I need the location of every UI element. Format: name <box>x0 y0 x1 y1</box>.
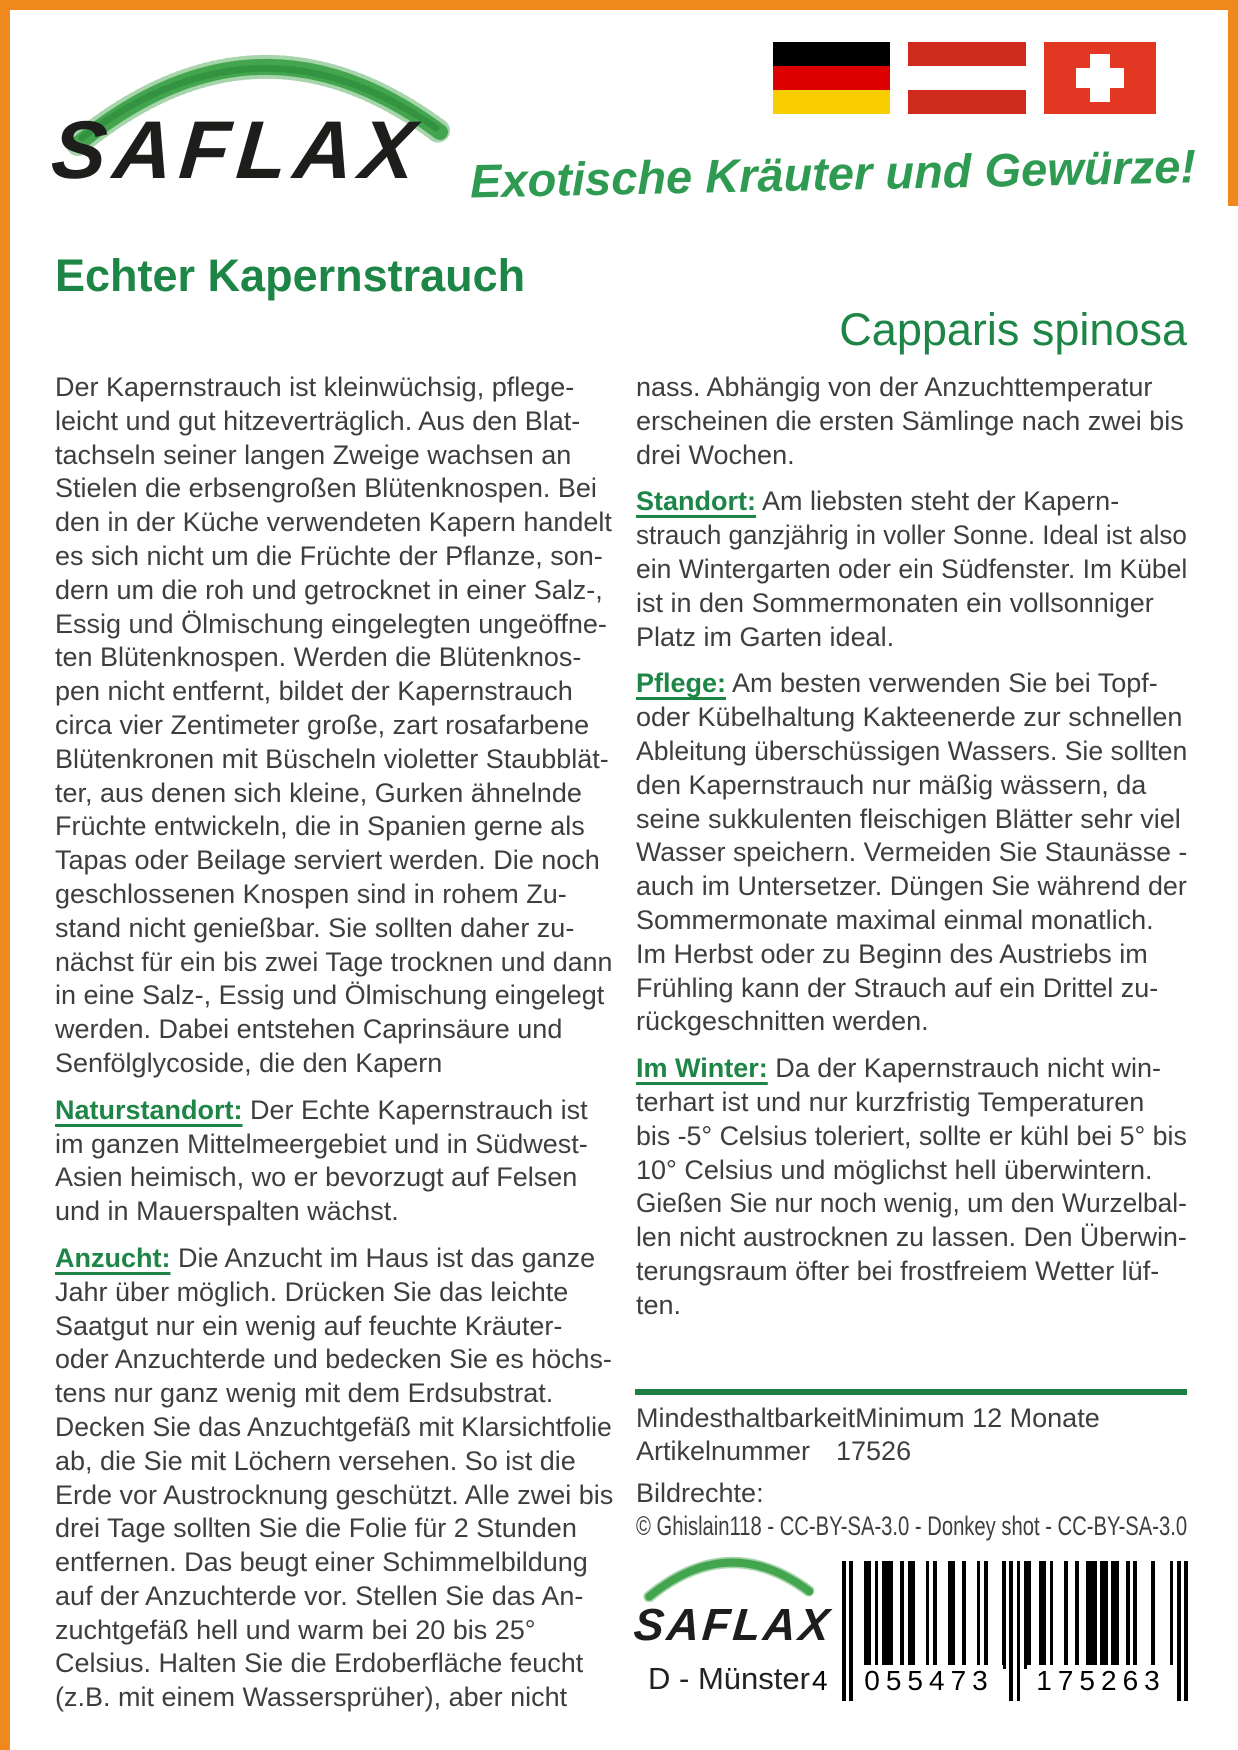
text-line: im ganzen Mittelmeergebiet und in Südwest- <box>55 1128 588 1159</box>
text-line: Stielen die erbsengroßen Blütenknospen. Bei <box>55 473 597 504</box>
text-line: oder Anzuchterde und bedecken Sie es höchs- <box>55 1344 612 1375</box>
text-line: Tapas oder Beilage serviert werden. Die noch <box>55 845 600 876</box>
text-line: bis -5° Celsius toleriert, sollte er kühl bei 5° bis <box>636 1120 1187 1151</box>
country-flags <box>773 42 1156 114</box>
text-line: Frühling kann der Strauch auf ein Drittel zu- <box>636 972 1159 1003</box>
text-line: oder Kübelhaltung Kakteenerde zur schnellen <box>636 702 1183 733</box>
text-line: Blütenkronen mit Büscheln violetter Staubblät- <box>55 743 609 774</box>
text-line: stand nicht genießbar. Sie sollten daher zu- <box>55 912 575 943</box>
barcode-digits-group2: 175263 <box>1027 1665 1175 1697</box>
text-line: Im Herbst oder zu Beginn des Austriebs im <box>636 938 1148 969</box>
text-line: den Kapernstrauch nur mäßig wässern, da <box>636 769 1147 800</box>
text-line: entfernen. Das beugt einer Schimmelbildung <box>55 1547 588 1578</box>
text-line: Im Winter: Da der Kapernstrauch nicht win- <box>636 1053 1161 1084</box>
origin-text: D - Münster <box>648 1661 810 1696</box>
ean-barcode <box>812 1561 1188 1709</box>
article-number-label: Artikelnummer <box>636 1436 811 1466</box>
text-line: len nicht austrocknen zu lassen. Den Überwin- <box>636 1222 1187 1253</box>
text-line: Naturstandort: Der Echte Kapernstrauch ist <box>55 1094 588 1125</box>
text-line: Decken Sie das Anzuchtgefäß mit Klarsichtfolie <box>55 1411 612 1442</box>
text-line: Essig und Ölmischung eingelegten ungeöffne- <box>55 608 607 639</box>
text-line: Sommermonate maximal einmal monatlich. <box>636 904 1154 935</box>
text-line: tachseln seiner langen Zweige wachsen an <box>55 439 572 470</box>
barcode-digit-lead: 4 <box>812 1665 832 1697</box>
text-line: pen nicht entfernt, bildet der Kapernstrauch <box>55 676 573 707</box>
text-line: Erde vor Austrocknung geschützt. Alle zwei bis <box>55 1479 614 1510</box>
text-line: erscheinen die ersten Sämlinge nach zwei bis <box>636 405 1184 436</box>
text-line: werden. Dabei entstehen Caprinsäure und <box>55 1014 563 1045</box>
text-line: Anzucht: Die Anzucht im Haus ist das ganze <box>55 1242 596 1273</box>
image-rights-label: Bildrechte: <box>636 1478 764 1508</box>
text-line: Jahr über möglich. Drücken Sie das leichte <box>55 1276 569 1307</box>
text-line: Celsius. Halten Sie die Erdoberfläche feucht <box>55 1648 584 1679</box>
text-line: nass. Abhängig von der Anzuchttemperatur <box>636 372 1153 402</box>
text-line: ten Blütenknospen. Werden die Blütenknos- <box>55 642 582 673</box>
text-line: terhart ist und nur kurzfristig Temperaturen <box>636 1086 1145 1117</box>
text-line: Pflege: Am besten verwenden Sie bei Topf- <box>636 668 1158 699</box>
text-line: Der Kapernstrauch ist kleinwüchsig, pflege- <box>55 372 575 402</box>
text-line: ein Wintergarten oder ein Südfenster. Im Kübel <box>636 553 1188 584</box>
packet-border-right <box>1228 0 1238 206</box>
text-line: 10° Celsius und möglichst hell überwintern. <box>636 1154 1153 1185</box>
text-line: drei Tage sollten Sie die Folie für 2 Stunden <box>55 1513 577 1544</box>
text-line: auf der Anzuchterde vor. Stellen Sie das An- <box>55 1580 584 1611</box>
brand-logo-text: SAFLAX <box>48 105 427 196</box>
text-line: circa vier Zentimeter große, zart rosafarbene <box>55 709 590 740</box>
text-line: ist in den Sommermonaten ein vollsonniger <box>636 587 1154 618</box>
plant-title: Echter Kapernstrauch <box>55 250 526 301</box>
section-heading: Anzucht: <box>55 1242 171 1273</box>
text-line: ten. <box>636 1289 682 1320</box>
text-line: Senfölglycoside, die den Kapern <box>55 1047 443 1078</box>
text-line: es sich nicht um die Früchte der Pflanze, son- <box>55 540 603 571</box>
image-rights <box>636 1477 1187 1543</box>
text-line: tens nur ganz wenig mit dem Erdsubstrat. <box>55 1378 554 1409</box>
text-line: zuchtgefäß hell und warm bei 20 bis 25° <box>55 1614 536 1645</box>
left-text-column <box>55 371 612 1728</box>
article-number-row <box>636 1435 1187 1468</box>
product-info <box>636 1402 1187 1543</box>
austria-flag <box>908 42 1026 114</box>
barcode-digits-group1: 055473 <box>855 1665 1003 1697</box>
text-line: Ableitung überschüssigen Wassers. Sie sollten <box>636 735 1188 766</box>
text-line: nächst für ein bis zwei Tage trocknen und dann <box>55 946 613 977</box>
text-line: terungsraum öfter bei frostfreiem Wetter lüf- <box>636 1255 1160 1286</box>
text-line: (z.B. mit einem Wassersprüher), aber nicht <box>55 1682 568 1713</box>
packet-border-left <box>0 0 10 1750</box>
text-line: in eine Salz-, Essig und Ölmischung eingelegt <box>55 980 605 1011</box>
paragraph <box>636 667 1187 1039</box>
paragraph <box>55 1242 612 1715</box>
section-heading: Naturstandort: <box>55 1094 243 1125</box>
text-line: ter, aus denen sich kleine, Gurken ähnelnde <box>55 777 582 808</box>
text-line: strauch ganzjährig in voller Sonne. Ideal ist also <box>636 520 1187 551</box>
text-line: Asien heimisch, wo er bevorzugt auf Felsen <box>55 1162 578 1193</box>
text-line: Wasser speichern. Vermeiden Sie Staunässe - <box>636 837 1188 868</box>
shelf-life-row <box>636 1402 1187 1435</box>
article-number-value: 17526 <box>836 1436 912 1466</box>
text-line: auch im Untersetzer. Düngen Sie während der <box>636 871 1187 902</box>
section-heading: Standort: <box>636 486 756 517</box>
germany-flag <box>773 42 890 114</box>
brand-arc-icon <box>643 1548 815 1602</box>
text-line: ab, die Sie mit Löchern versehen. So ist die <box>55 1445 576 1476</box>
text-line: leicht und gut hitzeverträglich. Aus den Blat- <box>55 405 581 436</box>
paragraph <box>636 371 1187 472</box>
section-heading: Pflege: <box>636 668 727 699</box>
paragraph <box>636 1052 1187 1322</box>
text-line: und in Mauerspalten wächst. <box>55 1196 399 1227</box>
text-line: drei Wochen. <box>636 439 795 470</box>
text-line: Platz im Garten ideal. <box>636 621 895 652</box>
text-line: Standort: Am liebsten steht der Kapern- <box>636 486 1120 517</box>
image-rights-value: © Ghislain118 - CC-BY-SA-3.0 - Donkey shot - CC-BY-SA-3.0 <box>636 1511 1188 1541</box>
text-line: den in der Küche verwendeten Kapern handelt <box>55 507 612 538</box>
packet-border-top <box>0 0 1238 10</box>
paragraph <box>55 371 612 1081</box>
right-text-column <box>636 371 1187 1336</box>
footer-divider <box>635 1389 1187 1395</box>
section-heading: Im Winter: <box>636 1053 768 1084</box>
switzerland-flag <box>1044 42 1156 114</box>
text-line: Gießen Sie nur noch wenig, um den Wurzelbal- <box>636 1188 1187 1219</box>
botanical-name: Capparis spinosa <box>839 304 1187 355</box>
text-line: Saatgut nur ein wenig auf feuchte Kräuter- <box>55 1310 563 1341</box>
paragraph <box>55 1094 612 1229</box>
shelf-life-value: Minimum 12 Monate <box>855 1403 1100 1433</box>
paragraph <box>636 485 1187 654</box>
text-line: geschlossenen Knospen sind in rohem Zu- <box>55 878 567 909</box>
text-line: seine sukkulenten fleischigen Blätter sehr viel <box>636 803 1181 834</box>
text-line: rückgeschnitten werden. <box>636 1006 929 1037</box>
text-line: dern um die roh und getrocknet in einer Salz-, <box>55 574 603 605</box>
footer-brand-block <box>631 1548 835 1697</box>
footer-brand-text: SAFLAX <box>631 1599 835 1650</box>
brand-tagline: Exotische Kräuter und Gewürze! <box>469 139 1197 208</box>
text-line: Früchte entwickeln, die in Spanien gerne als <box>55 811 585 842</box>
shelf-life-label: Mindesthaltbarkeit <box>636 1403 856 1433</box>
